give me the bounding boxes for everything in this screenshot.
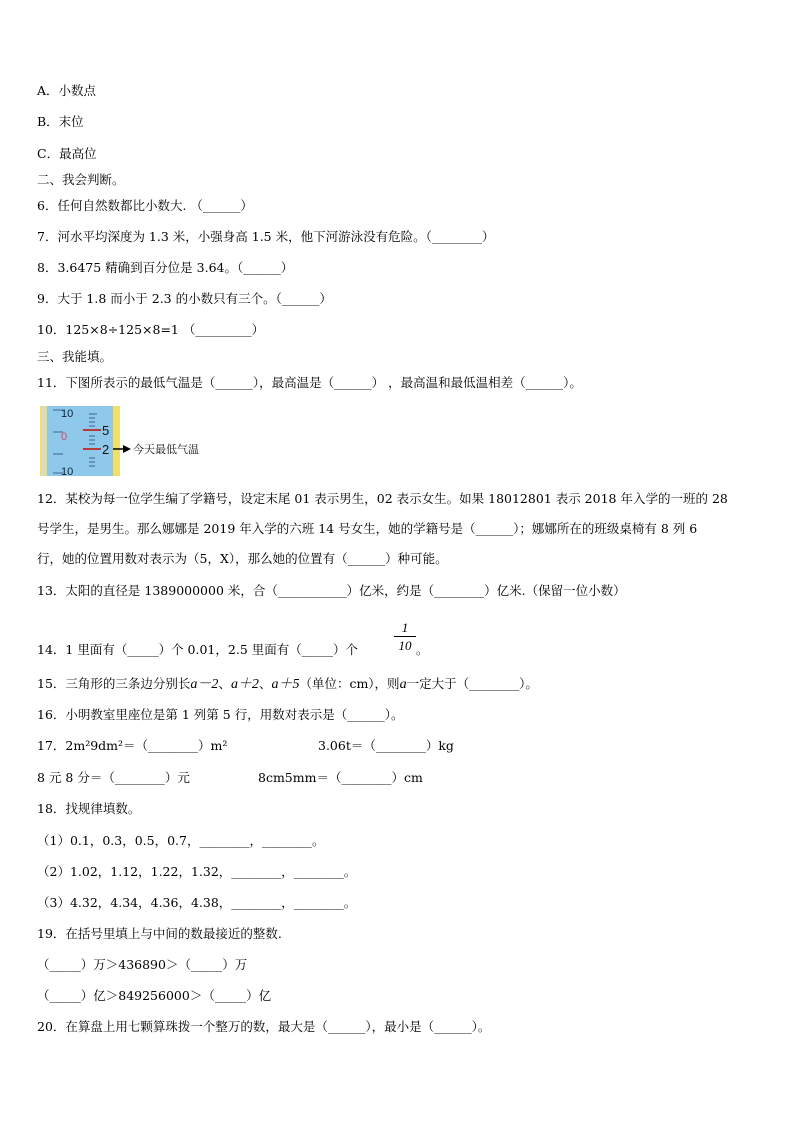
question-12-line-1: 12．某校为每一位学生编了学籍号，设定末尾 01 表示男生，02 表示女生。如果 18012801 表示 2018 年入学的一班的 28	[37, 491, 728, 506]
question-14-end: 。	[416, 642, 429, 657]
q15-expr-1: a－2	[190, 677, 219, 692]
scale-top-label: 10	[61, 408, 74, 420]
q15-expr-3: a＋5	[271, 677, 300, 692]
section-heading-fill: 三、我能填。	[37, 349, 113, 364]
q15-suffix: 一定大于（________）。	[406, 676, 538, 691]
thermometer-edge	[42, 406, 45, 476]
question-15	[37, 676, 538, 693]
low-temp-label: 2	[102, 442, 110, 457]
option-c: C．最高位	[37, 146, 97, 161]
scale-bottom-label: 10	[61, 466, 74, 476]
question-19-1: （_____）万＞436890＞（_____）万	[37, 957, 248, 972]
fraction-numerator: 1	[401, 620, 409, 635]
question-11: 11．下图所表示的最低气温是（______），最高温是（______） ，最高温和最低温相差（______）。	[37, 375, 582, 390]
option-b: B．末位	[37, 114, 84, 129]
thermometer-tube	[47, 406, 113, 476]
scale-zero-label: 0	[61, 431, 68, 443]
thermometer-caption: 今天最低气温	[133, 443, 199, 456]
question-20: 20．在算盘上用七颗算珠拨一个整万的数，最大是（______），最小是（______）。	[37, 1019, 491, 1034]
question-17-d: 8cm5mm＝（________）cm	[258, 770, 423, 785]
question-19: 19．在括号里填上与中间的数最接近的整数.	[37, 926, 282, 941]
question-12-line-2: 号学生，是男生。那么娜娜是 2019 年入学的六班 14 号女生，她的学籍号是（______）；娜娜所在的班级桌椅有 8 列 6	[37, 521, 698, 536]
fraction-bar	[394, 636, 416, 637]
fraction-one-tenth	[394, 620, 416, 653]
question-9: 9．大于 1.8 而小于 2.3 的小数只有三个。（______）	[37, 291, 332, 306]
question-17-c: 8 元 8 分＝（________）元	[37, 770, 190, 785]
thermometer-figure	[39, 406, 199, 476]
question-17-b: 3.06t＝（________）kg	[318, 738, 454, 753]
question-8: 8．3.6475 精确到百分位是 3.64。（______）	[37, 260, 294, 275]
question-14-text: 14．1 里面有（_____）个 0.01，2.5 里面有（_____）个	[37, 642, 358, 657]
arrow-icon	[123, 445, 131, 453]
question-18-1: （1）0.1，0.3，0.5，0.7，________，________。	[37, 833, 325, 848]
question-18-3: （3）4.32，4.34，4.36，4.38，________，________。	[37, 895, 357, 910]
question-18-2: （2）1.02，1.12，1.22，1.32，________，________。	[37, 864, 357, 879]
question-16: 16．小明教室里座位是第 1 列第 5 行，用数对表示是（______）。	[37, 707, 404, 722]
question-14	[37, 642, 358, 658]
question-6: 6．任何自然数都比小数大. （______）	[37, 198, 253, 213]
q15-sep-1: 、	[218, 676, 231, 691]
q15-sep-2: 、	[258, 676, 272, 691]
question-18: 18．找规律填数。	[37, 801, 141, 816]
q15-expr-2: a＋2	[230, 677, 259, 692]
thermometer-frame-right	[112, 406, 120, 476]
question-7: 7．河水平均深度为 1.3 米，小强身高 1.5 米，他下河游泳没有危险。（________）	[37, 229, 495, 244]
fraction-denominator: 10	[398, 638, 412, 653]
question-10: 10．125×8÷125×8=1 （_________）	[37, 322, 265, 337]
question-12-line-3: 行，她的位置用数对表示为（5，X），那么她的位置有（______）种可能。	[37, 551, 448, 566]
question-17-a: 17．2m²9dm²＝（________）m²	[37, 738, 228, 753]
question-19-2: （_____）亿＞849256000＞（_____）亿	[37, 988, 272, 1003]
section-heading-judge: 二、我会判断。	[37, 172, 125, 187]
question-13: 13．太阳的直径是 1389000000 米，合（___________）亿米，约是（________）亿米.（保留一位小数）	[37, 583, 626, 598]
q15-mid: （单位：cm），则	[299, 676, 400, 691]
option-a: A．小数点	[37, 83, 97, 98]
q15-var: a	[399, 677, 407, 692]
q15-prefix: 15．三角形的三条边分别长	[37, 676, 191, 691]
high-temp-label: 5	[102, 423, 110, 438]
